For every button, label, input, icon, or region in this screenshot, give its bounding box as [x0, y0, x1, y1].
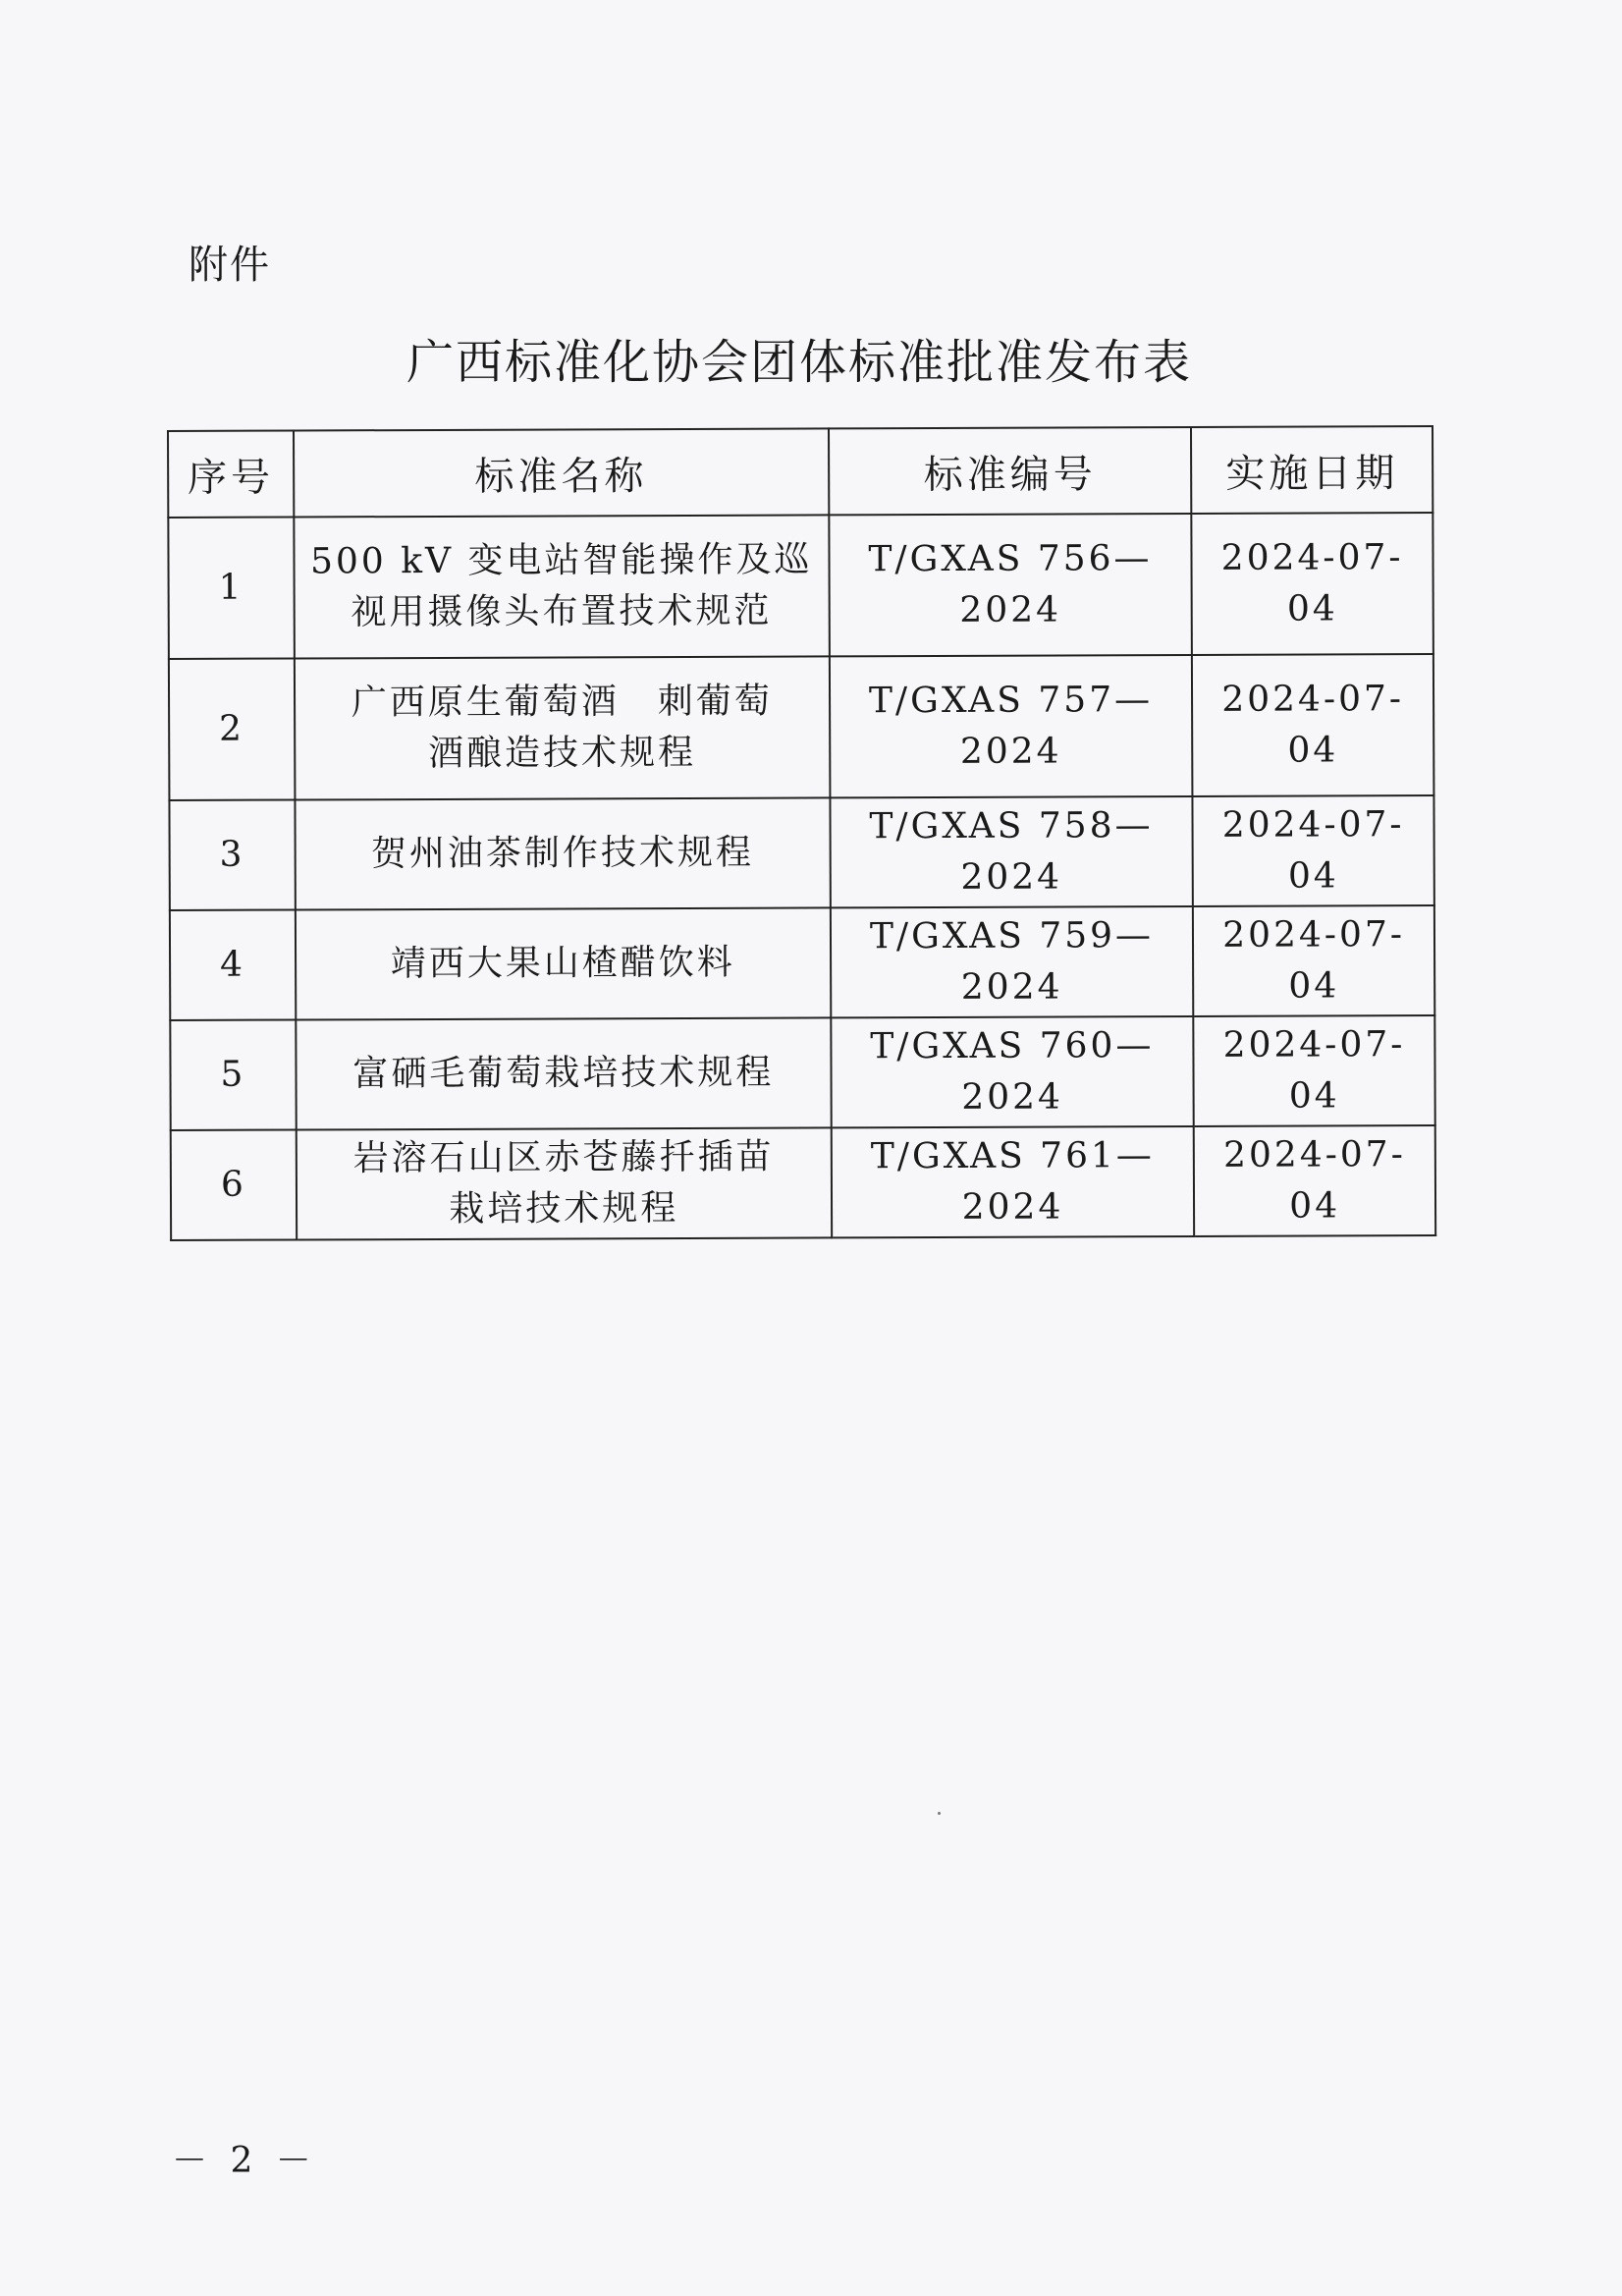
page-number: － 2 － — [172, 2141, 317, 2181]
row-implementation-date: 2024-07-04 — [1193, 905, 1434, 1016]
row-seq: 5 — [170, 1020, 296, 1130]
table-row — [169, 654, 1434, 800]
header-name: 标准名称 — [294, 428, 829, 517]
table-row — [170, 905, 1434, 1020]
row-standard-name: 靖西大果山楂醋饮料 — [296, 907, 831, 1019]
row-seq: 4 — [170, 910, 296, 1020]
row-standard-name: 岩溶石山区赤苍藤扦插苗 栽培技术规程 — [297, 1127, 832, 1239]
table-row — [171, 1125, 1435, 1240]
scan-speck — [938, 1812, 941, 1815]
row-standard-name: 贺州油茶制作技术规程 — [295, 797, 830, 909]
standards-table — [167, 425, 1436, 1241]
row-standard-code: T/GXAS 760—2024 — [831, 1016, 1194, 1127]
table-row — [169, 795, 1433, 910]
row-standard-name: 500 kV 变电站智能操作及巡 视用摄像头布置技术规范 — [294, 515, 829, 658]
table-row — [170, 1015, 1434, 1130]
row-seq: 2 — [169, 659, 295, 800]
row-seq: 6 — [171, 1130, 297, 1240]
row-standard-code: T/GXAS 761—2024 — [831, 1126, 1194, 1237]
row-implementation-date: 2024-07-04 — [1193, 795, 1434, 906]
row-standard-name: 富硒毛葡萄栽培技术规程 — [296, 1017, 831, 1129]
row-seq: 3 — [169, 800, 295, 910]
row-standard-code: T/GXAS 759—2024 — [831, 906, 1194, 1017]
row-implementation-date: 2024-07-04 — [1194, 1125, 1435, 1236]
header-code: 标准编号 — [829, 427, 1192, 515]
row-implementation-date: 2024-07-04 — [1194, 1015, 1435, 1126]
row-seq: 1 — [168, 518, 294, 659]
header-seq: 序号 — [168, 431, 294, 518]
row-implementation-date: 2024-07-04 — [1192, 513, 1433, 655]
header-date: 实施日期 — [1191, 426, 1433, 514]
table-header-row — [168, 426, 1433, 518]
row-standard-name: 广西原生葡萄酒 刺葡萄 酒酿造技术规程 — [295, 656, 830, 799]
row-standard-code: T/GXAS 757—2024 — [830, 655, 1193, 797]
attachment-label: 附件 — [189, 243, 271, 288]
row-standard-code: T/GXAS 758—2024 — [830, 796, 1193, 907]
table-row — [168, 513, 1433, 659]
row-implementation-date: 2024-07-04 — [1192, 654, 1433, 796]
document-title: 广西标准化协会团体标准批准发布表 — [406, 335, 1192, 390]
row-standard-code: T/GXAS 756—2024 — [829, 514, 1192, 656]
